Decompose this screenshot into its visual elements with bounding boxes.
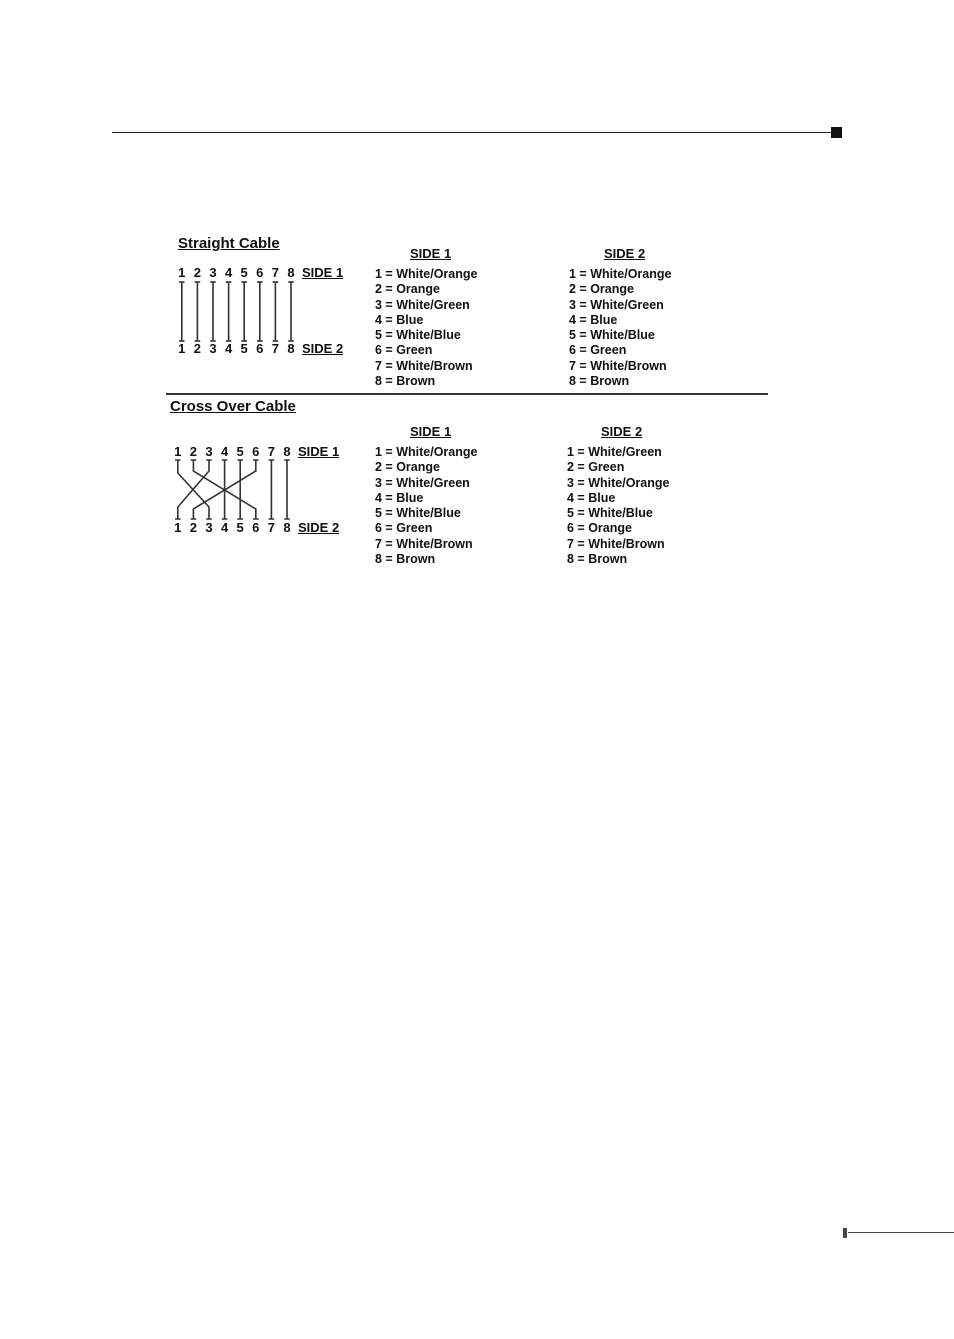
crossover-side1-label: SIDE 1 <box>298 444 340 459</box>
straight-col2-heading: SIDE 2 <box>604 246 646 261</box>
wire-entry: 7 = White/Brown <box>375 358 473 373</box>
pin-number: 1 <box>174 444 182 459</box>
crossover-side2-list <box>567 445 669 567</box>
wire-entry: 6 = Green <box>569 343 627 358</box>
wire-entry: 8 = Brown <box>569 374 630 389</box>
pin-number: 6 <box>252 444 260 459</box>
wire-entry: 1 = White/Orange <box>375 267 478 281</box>
wire-entry: 5 = White/Blue <box>375 328 461 343</box>
pin-number: 2 <box>193 265 201 280</box>
footer-rule <box>848 1232 954 1233</box>
pin-number: 7 <box>271 341 279 356</box>
pin-number: 5 <box>240 341 248 356</box>
straight-side2-list <box>569 267 671 389</box>
pin-number: 1 <box>174 520 182 535</box>
wire-entry: 1 = White/Orange <box>375 445 478 459</box>
pin-number: 7 <box>271 265 279 280</box>
footer-tick-marker <box>843 1228 847 1238</box>
pin-number: 3 <box>209 341 217 356</box>
pin-number: 8 <box>283 444 291 459</box>
header-square-marker <box>831 127 842 138</box>
crossover-pins-top <box>170 444 295 459</box>
straight-side1-list <box>375 267 477 389</box>
wire-entry: 2 = Green <box>567 460 625 475</box>
pin-number: 8 <box>287 265 295 280</box>
crossover-side2-label: SIDE 2 <box>298 520 340 535</box>
pin-number: 8 <box>287 341 295 356</box>
pin-number: 5 <box>236 520 244 535</box>
wire-entry: 3 = White/Green <box>375 297 470 312</box>
straight-cable-title: Straight Cable <box>178 235 280 252</box>
wire-entry: 6 = Green <box>375 521 433 536</box>
pin-number: 6 <box>252 520 260 535</box>
pin-number: 7 <box>267 444 275 459</box>
wire-entry: 2 = Orange <box>375 282 440 297</box>
wire-entry: 4 = Blue <box>569 312 618 327</box>
pin-number: 5 <box>236 444 244 459</box>
wire-entry: 6 = Orange <box>567 521 632 536</box>
pin-number: 2 <box>189 444 197 459</box>
pin-number: 7 <box>267 520 275 535</box>
pin-number: 1 <box>178 265 186 280</box>
wire-entry: 5 = White/Blue <box>567 506 653 521</box>
pin-number: 2 <box>193 341 201 356</box>
wire-entry: 8 = Brown <box>375 552 436 567</box>
wire-entry: 4 = Blue <box>375 312 424 327</box>
wire-entry: 1 = White/Green <box>567 445 662 459</box>
pin-number: 8 <box>283 520 291 535</box>
crossover-cable-title: Cross Over Cable <box>170 398 296 415</box>
pin-number: 3 <box>209 265 217 280</box>
wire-entry: 7 = White/Brown <box>567 536 665 551</box>
wire-entry: 3 = White/Green <box>569 297 664 312</box>
section-divider <box>166 393 768 395</box>
wire-entry: 2 = Orange <box>569 282 634 297</box>
pin-number: 4 <box>224 341 233 356</box>
wire-entry: 7 = White/Brown <box>375 536 473 551</box>
pin-number: 4 <box>220 444 229 459</box>
straight-pins-top <box>174 265 299 280</box>
pin-number: 2 <box>189 520 197 535</box>
wire-entry: 3 = White/Green <box>375 475 470 490</box>
straight-side2-label: SIDE 2 <box>302 341 344 356</box>
wire-entry: 7 = White/Brown <box>569 358 667 373</box>
crossover-col2-heading: SIDE 2 <box>601 424 643 439</box>
wire-entry: 8 = Brown <box>567 552 628 567</box>
crossover-wiring-diagram <box>170 459 295 521</box>
straight-side1-label: SIDE 1 <box>302 265 344 280</box>
wire-entry: 6 = Green <box>375 343 433 358</box>
crossover-pins-bottom <box>170 520 295 535</box>
straight-pins-bottom <box>174 341 299 356</box>
wire-entry: 4 = Blue <box>567 490 616 505</box>
pin-number: 4 <box>224 265 233 280</box>
pin-number: 3 <box>205 444 213 459</box>
crossover-side1-list <box>375 445 477 567</box>
crossover-col1-heading: SIDE 1 <box>410 424 452 439</box>
pin-number: 6 <box>256 341 264 356</box>
wire-entry: 3 = White/Orange <box>567 475 670 490</box>
wire-entry: 4 = Blue <box>375 490 424 505</box>
pin-number: 3 <box>205 520 213 535</box>
wire-entry: 5 = White/Blue <box>375 506 461 521</box>
header-rule <box>112 132 832 133</box>
wire-entry: 8 = Brown <box>375 374 436 389</box>
pin-number: 5 <box>240 265 248 280</box>
pin-number: 6 <box>256 265 264 280</box>
straight-col1-heading: SIDE 1 <box>410 246 452 261</box>
wire-entry: 5 = White/Blue <box>569 328 655 343</box>
pin-number: 1 <box>178 341 186 356</box>
wire-entry: 1 = White/Orange <box>569 267 672 281</box>
pin-number: 4 <box>220 520 229 535</box>
straight-wiring-diagram <box>174 281 299 343</box>
wire-entry: 2 = Orange <box>375 460 440 475</box>
